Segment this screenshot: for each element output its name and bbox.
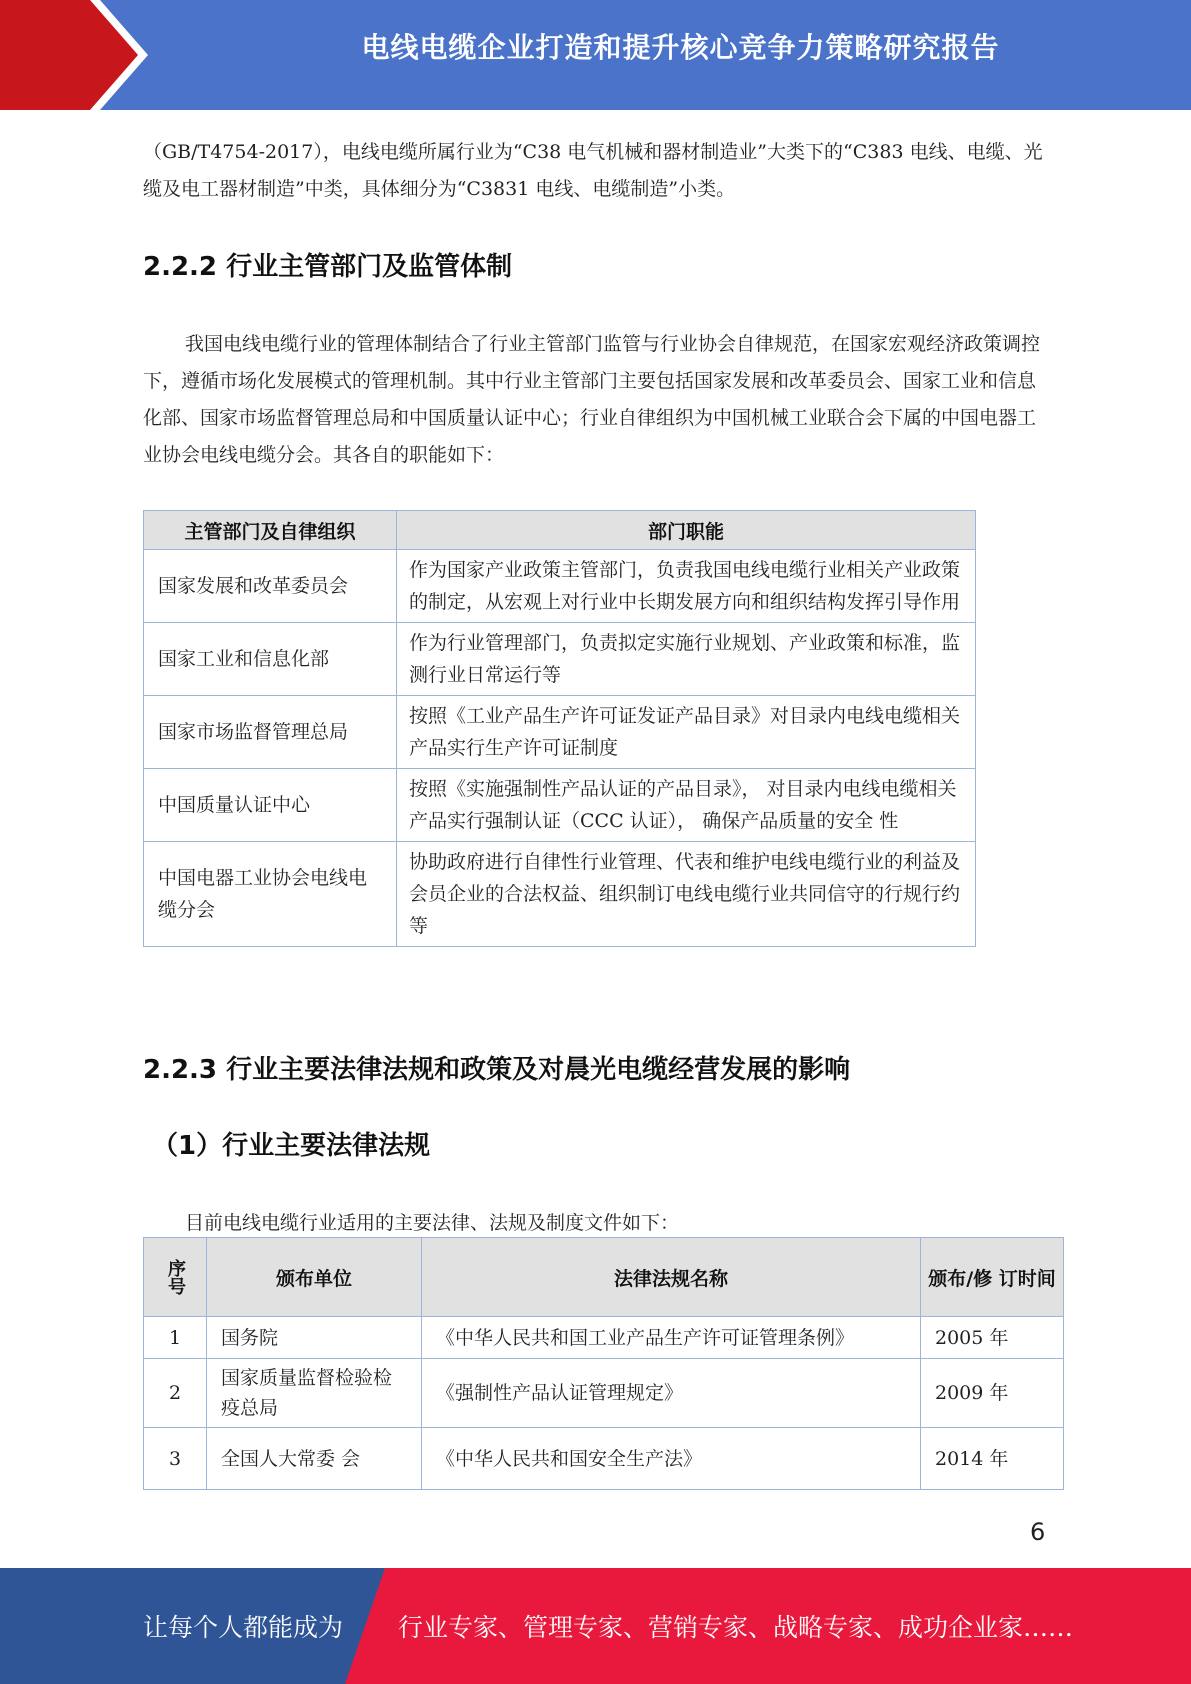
year-cell: 2009 年	[921, 1359, 1064, 1428]
column-header-issuer: 颁布单位	[207, 1238, 422, 1317]
seq-cell: 2	[144, 1359, 207, 1428]
issuer-cell: 国务院	[207, 1317, 422, 1359]
law-name-cell: 《强制性产品认证管理规定》	[422, 1359, 921, 1428]
table-header-row	[144, 511, 976, 550]
duty-cell: 按照《工业产品生产许可证发证产品目录》对目录内电线电缆相关产品实行生产许可证制度	[397, 696, 976, 769]
org-cell: 中国电器工业协会电线电缆分会	[144, 842, 397, 947]
column-header-duty: 部门职能	[397, 511, 976, 550]
law-name-cell: 《中华人民共和国安全生产法》	[422, 1428, 921, 1490]
seq-cell: 3	[144, 1428, 207, 1490]
table-row	[144, 623, 976, 696]
year-cell: 2014 年	[921, 1428, 1064, 1490]
subsection-heading-laws: （1）行业主要法律法规	[152, 1131, 431, 1161]
duty-cell: 协助政府进行自律性行业管理、代表和维护电线电缆行业的利益及会员企业的合法权益、组织制订电线电缆行业共同信守的行规行约等	[397, 842, 976, 947]
section-heading-2-2-3: 2.2.3 行业主要法律法规和政策及对晨光电缆经营发展的影响	[143, 1055, 851, 1085]
table-row	[144, 1359, 1064, 1428]
table-header-row	[144, 1238, 1064, 1317]
org-cell: 中国质量认证中心	[144, 769, 397, 842]
issuer-cell: 全国人大常委 会	[207, 1428, 422, 1490]
law-name-cell: 《中华人民共和国工业产品生产许可证管理条例》	[422, 1317, 921, 1359]
law-table	[143, 1237, 1064, 1490]
table-row	[144, 769, 976, 842]
footer-slogan-right: 行业专家、管理专家、营销专家、战略专家、成功企业家……	[398, 1613, 1074, 1642]
org-cell: 国家工业和信息化部	[144, 623, 397, 696]
duty-cell: 作为国家产业政策主管部门，负责我国电线电缆行业相关产业政策的制定，从宏观上对行业中长期发展方向和组织结构发挥引导作用	[397, 550, 976, 623]
section-heading-2-2-2: 2.2.2 行业主管部门及监管体制	[143, 252, 513, 282]
page-number: 6	[1030, 1518, 1046, 1546]
duty-cell: 作为行业管理部门，负责拟定实施行业规划、产业政策和标准，监测行业日常运行等	[397, 623, 976, 696]
table-row	[144, 842, 976, 947]
table-row	[144, 1317, 1064, 1359]
table-row	[144, 1428, 1064, 1490]
column-header-year: 颁布/修 订时间	[921, 1238, 1064, 1317]
table-row	[144, 696, 976, 769]
page-header	[0, 0, 1191, 110]
issuer-cell: 国家质量监督检验检疫总局	[207, 1359, 422, 1428]
footer-slogan-left: 让每个人都能成为	[143, 1613, 344, 1642]
regulation-paragraph: 我国电线电缆行业的管理体制结合了行业主管部门监管与行业协会自律规范，在国家宏观经济政策调控下，遵循市场化发展模式的管理机制。其中行业主管部门主要包括国家发展和改革委员会、国家工业和信息化部、国家市场监督管理总局和中国质量认证中心；行业自律组织为中国机械工业联合会下属的中国电器工业协会电线电缆分会。其各自的职能如下：	[143, 333, 1041, 466]
header-arrow-decoration	[0, 0, 200, 110]
column-header-org: 主管部门及自律组织	[144, 511, 397, 550]
column-header-law-name: 法律法规名称	[422, 1238, 921, 1317]
laws-lead-text: 目前电线电缆行业适用的主要法律、法规及制度文件如下：	[185, 1212, 680, 1234]
duty-cell: 按照《实施强制性产品认证的产品目录》， 对目录内电线电缆相关产品实行强制认证（CCC 认证）， 确保产品质量的安全 性	[397, 769, 976, 842]
intro-paragraph: （GB/T4754-2017），电线电缆所属行业为“C38 电气机械和器材制造业”大类下的“C383 电线、电缆、光缆及电工器材制造”中类，具体细分为“C3831 电线、电缆制造”小类。	[143, 141, 1043, 200]
column-header-seq: 序号	[144, 1238, 207, 1317]
year-cell: 2005 年	[921, 1317, 1064, 1359]
org-cell: 国家发展和改革委员会	[144, 550, 397, 623]
seq-cell: 1	[144, 1317, 207, 1359]
org-cell: 国家市场监督管理总局	[144, 696, 397, 769]
table-row	[144, 550, 976, 623]
department-table	[143, 510, 976, 947]
page-footer	[0, 1568, 1191, 1684]
header-title: 电线电缆企业打造和提升核心竞争力策略研究报告	[361, 31, 1000, 64]
